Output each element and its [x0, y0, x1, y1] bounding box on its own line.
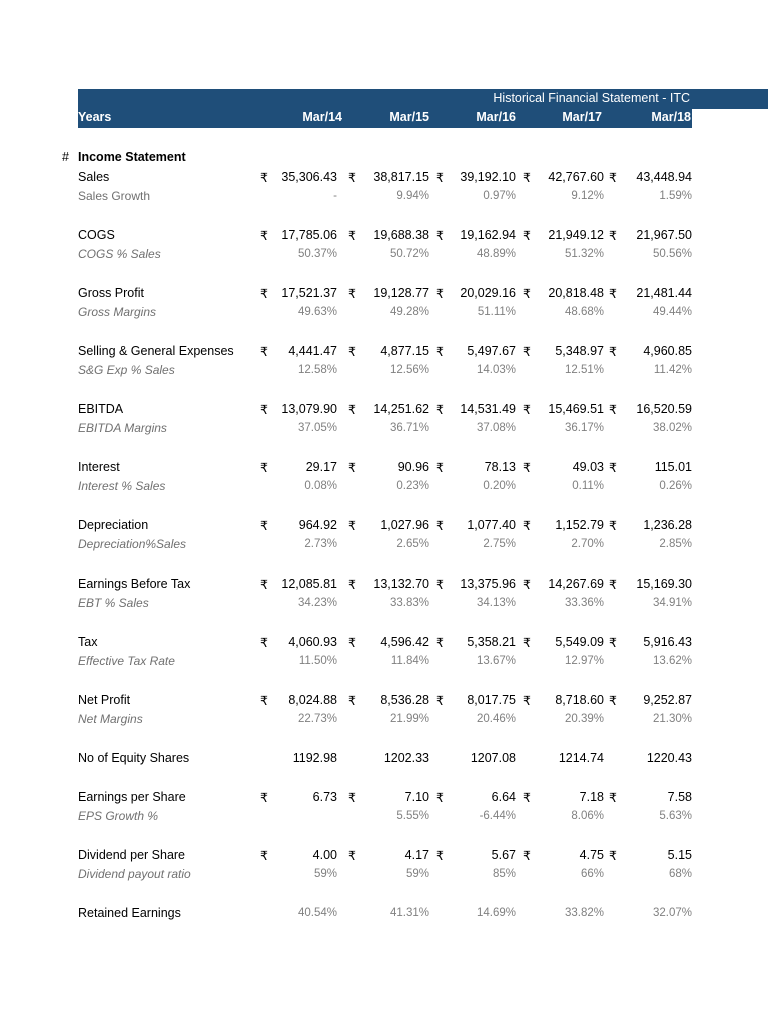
- currency-symbol: ₹: [348, 578, 356, 592]
- value-cell: 1220.43: [646, 751, 692, 765]
- value-cell: 1,077.40: [467, 518, 516, 532]
- ratio-cell: 59%: [313, 868, 337, 880]
- row-label: Dividend per Share: [78, 848, 186, 862]
- value-cell: 1,027.96: [380, 518, 429, 532]
- ratio-cell: 1.59%: [659, 190, 692, 202]
- period-header: Mar/17: [562, 110, 602, 124]
- row-label: Interest: [78, 460, 120, 474]
- value-cell: 5.15: [667, 848, 692, 862]
- value-cell: 5,916.43: [643, 635, 692, 649]
- currency-symbol: ₹: [609, 791, 617, 805]
- currency-symbol: ₹: [260, 287, 268, 301]
- value-cell: 15,169.30: [636, 577, 692, 591]
- ratio-label: Sales Growth: [78, 189, 151, 203]
- statement-title: Historical Financial Statement - ITC: [493, 91, 690, 105]
- ratio-cell: 2.65%: [396, 538, 429, 550]
- value-cell: 5,348.97: [555, 344, 604, 358]
- currency-symbol: ₹: [609, 403, 617, 417]
- currency-symbol: ₹: [609, 849, 617, 863]
- ratio-cell: 9.12%: [571, 190, 604, 202]
- currency-symbol: ₹: [609, 171, 617, 185]
- value-cell: 14,267.69: [548, 577, 604, 591]
- currency-symbol: ₹: [609, 229, 617, 243]
- value-cell: 14,251.62: [373, 402, 429, 416]
- currency-symbol: ₹: [260, 171, 268, 185]
- ratio-cell: 0.08%: [304, 480, 337, 492]
- ratio-cell: 14.69%: [476, 907, 516, 919]
- ratio-cell: 5.55%: [396, 810, 429, 822]
- ratio-cell: 12.51%: [564, 364, 604, 376]
- ratio-cell: 12.97%: [564, 655, 604, 667]
- ratio-label: EBT % Sales: [78, 596, 149, 610]
- value-cell: 1,236.28: [643, 518, 692, 532]
- value-cell: 115.01: [654, 460, 692, 474]
- value-cell: 14,531.49: [460, 402, 516, 416]
- currency-symbol: ₹: [523, 578, 531, 592]
- value-cell: 78.13: [484, 460, 516, 474]
- currency-symbol: ₹: [523, 849, 531, 863]
- ratio-cell: 38.02%: [652, 422, 692, 434]
- value-cell: 8,536.28: [380, 693, 429, 707]
- value-cell: 17,785.06: [281, 228, 337, 242]
- ratio-cell: 34.23%: [297, 597, 337, 609]
- value-cell: 38,817.15: [373, 170, 429, 184]
- currency-symbol: ₹: [609, 519, 617, 533]
- ratio-cell: 0.97%: [483, 190, 516, 202]
- ratio-cell: 5.63%: [659, 810, 692, 822]
- currency-symbol: ₹: [260, 461, 268, 475]
- value-cell: 20,818.48: [548, 286, 604, 300]
- ratio-label: EBITDA Margins: [78, 421, 167, 435]
- value-cell: 4,596.42: [380, 635, 429, 649]
- value-cell: 4,060.93: [288, 635, 337, 649]
- ratio-cell: 14.03%: [476, 364, 516, 376]
- ratio-cell: 0.20%: [483, 480, 516, 492]
- row-label: Retained Earnings: [78, 906, 181, 920]
- value-cell: 8,017.75: [467, 693, 516, 707]
- ratio-cell: 2.75%: [483, 538, 516, 550]
- currency-symbol: ₹: [260, 849, 268, 863]
- value-cell: 1,152.79: [555, 518, 604, 532]
- ratio-cell: 8.06%: [571, 810, 604, 822]
- ratio-cell: 33.83%: [389, 597, 429, 609]
- value-cell: 9,252.87: [643, 693, 692, 707]
- value-cell: 7.58: [667, 790, 692, 804]
- currency-symbol: ₹: [436, 345, 444, 359]
- ratio-cell: 9.94%: [396, 190, 429, 202]
- currency-symbol: ₹: [523, 791, 531, 805]
- value-cell: 15,469.51: [548, 402, 604, 416]
- row-label: No of Equity Shares: [78, 751, 190, 765]
- ratio-cell: 2.85%: [659, 538, 692, 550]
- currency-symbol: ₹: [436, 636, 444, 650]
- ratio-cell: 59%: [405, 868, 429, 880]
- value-cell: 6.73: [312, 790, 337, 804]
- row-label: Tax: [78, 635, 98, 649]
- ratio-cell: 2.70%: [571, 538, 604, 550]
- row-label: COGS: [78, 228, 115, 242]
- currency-symbol: ₹: [523, 694, 531, 708]
- ratio-cell: 36.71%: [389, 422, 429, 434]
- currency-symbol: ₹: [436, 461, 444, 475]
- ratio-cell: 85%: [492, 868, 516, 880]
- value-cell: 5.67: [491, 848, 516, 862]
- ratio-cell: 41.31%: [389, 907, 429, 919]
- value-cell: 49.03: [572, 460, 604, 474]
- currency-symbol: ₹: [348, 791, 356, 805]
- ratio-label: S&G Exp % Sales: [78, 363, 175, 377]
- ratio-cell: 13.67%: [476, 655, 516, 667]
- value-cell: 5,549.09: [555, 635, 604, 649]
- ratio-cell: 11.50%: [298, 655, 337, 667]
- currency-symbol: ₹: [348, 345, 356, 359]
- currency-symbol: ₹: [436, 229, 444, 243]
- section-marker: #: [62, 150, 69, 164]
- ratio-label: Depreciation%Sales: [78, 537, 187, 551]
- currency-symbol: ₹: [609, 694, 617, 708]
- ratio-cell: 50.56%: [652, 248, 692, 260]
- currency-symbol: ₹: [348, 229, 356, 243]
- ratio-cell: 21.30%: [652, 713, 692, 725]
- currency-symbol: ₹: [436, 287, 444, 301]
- ratio-cell: 32.07%: [652, 907, 692, 919]
- period-header: Mar/14: [302, 110, 342, 124]
- value-cell: 4.17: [404, 848, 429, 862]
- currency-symbol: ₹: [260, 578, 268, 592]
- ratio-cell: 20.39%: [564, 713, 604, 725]
- currency-symbol: ₹: [523, 461, 531, 475]
- ratio-cell: 37.08%: [476, 422, 516, 434]
- value-cell: 42,767.60: [548, 170, 604, 184]
- value-cell: 4,441.47: [288, 344, 337, 358]
- ratio-label: Net Margins: [78, 712, 143, 726]
- value-cell: 19,688.38: [373, 228, 429, 242]
- ratio-cell: 49.44%: [652, 306, 692, 318]
- value-cell: 35,306.43: [281, 170, 337, 184]
- currency-symbol: ₹: [523, 287, 531, 301]
- ratio-cell: 49.28%: [389, 306, 429, 318]
- currency-symbol: ₹: [609, 287, 617, 301]
- period-header: Mar/16: [476, 110, 516, 124]
- row-label: Selling & General Expenses: [78, 344, 234, 358]
- value-cell: 90.96: [397, 460, 429, 474]
- currency-symbol: ₹: [609, 578, 617, 592]
- value-cell: 21,481.44: [636, 286, 692, 300]
- ratio-cell: 48.68%: [564, 306, 604, 318]
- currency-symbol: ₹: [436, 849, 444, 863]
- row-label: EBITDA: [78, 402, 124, 416]
- years-header: Years: [78, 110, 112, 124]
- ratio-cell: 0.26%: [659, 480, 692, 492]
- value-cell: 4,960.85: [643, 344, 692, 358]
- currency-symbol: ₹: [523, 519, 531, 533]
- currency-symbol: ₹: [609, 461, 617, 475]
- value-cell: 4.00: [312, 848, 337, 862]
- row-label: Sales: [78, 170, 110, 184]
- section-title: Income Statement: [78, 150, 186, 164]
- value-cell: 4.75: [579, 848, 604, 862]
- ratio-cell: 36.17%: [564, 422, 604, 434]
- ratio-cell: 68%: [668, 868, 692, 880]
- ratio-cell: 48.89%: [476, 248, 516, 260]
- value-cell: 13,079.90: [281, 402, 337, 416]
- value-cell: 19,162.94: [460, 228, 516, 242]
- value-cell: 12,085.81: [281, 577, 337, 591]
- currency-symbol: ₹: [436, 519, 444, 533]
- value-cell: 21,949.12: [548, 228, 604, 242]
- period-header: Mar/18: [651, 110, 691, 124]
- ratio-cell: 37.05%: [297, 422, 337, 434]
- row-label: Net Profit: [78, 693, 131, 707]
- value-cell: 1207.08: [470, 751, 516, 765]
- currency-symbol: ₹: [523, 636, 531, 650]
- currency-symbol: ₹: [260, 791, 268, 805]
- currency-symbol: ₹: [523, 345, 531, 359]
- ratio-cell: 66%: [580, 868, 604, 880]
- value-cell: 1192.98: [292, 751, 337, 765]
- ratio-label: COGS % Sales: [78, 247, 161, 261]
- ratio-cell: 11.84%: [390, 655, 429, 667]
- value-cell: 19,128.77: [373, 286, 429, 300]
- currency-symbol: ₹: [609, 345, 617, 359]
- value-cell: 7.10: [404, 790, 429, 804]
- ratio-label: Dividend payout ratio: [78, 867, 191, 881]
- value-cell: 29.17: [305, 460, 337, 474]
- ratio-label: EPS Growth %: [78, 809, 159, 823]
- value-cell: 13,375.96: [460, 577, 516, 591]
- currency-symbol: ₹: [348, 849, 356, 863]
- ratio-cell: 12.56%: [389, 364, 429, 376]
- ratio-label: Gross Margins: [78, 305, 157, 319]
- currency-symbol: ₹: [436, 578, 444, 592]
- currency-symbol: ₹: [436, 694, 444, 708]
- row-label: Earnings Before Tax: [78, 577, 191, 591]
- value-cell: 6.64: [491, 790, 516, 804]
- value-cell: 21,967.50: [636, 228, 692, 242]
- ratio-cell: 13.62%: [652, 655, 692, 667]
- value-cell: 5,358.21: [467, 635, 516, 649]
- value-cell: 16,520.59: [636, 402, 692, 416]
- ratio-cell: 50.37%: [297, 248, 337, 260]
- currency-symbol: ₹: [436, 171, 444, 185]
- currency-symbol: ₹: [523, 229, 531, 243]
- value-cell: 1214.74: [558, 751, 604, 765]
- currency-symbol: ₹: [348, 694, 356, 708]
- row-label: Earnings per Share: [78, 790, 186, 804]
- ratio-cell: 0.23%: [396, 480, 429, 492]
- ratio-cell: 40.54%: [297, 907, 337, 919]
- ratio-cell: 51.32%: [564, 248, 604, 260]
- ratio-cell: 34.91%: [652, 597, 692, 609]
- currency-symbol: ₹: [523, 403, 531, 417]
- currency-symbol: ₹: [348, 403, 356, 417]
- ratio-cell: 33.82%: [564, 907, 604, 919]
- value-cell: 13,132.70: [373, 577, 429, 591]
- currency-symbol: ₹: [436, 791, 444, 805]
- value-cell: 5,497.67: [467, 344, 516, 358]
- ratio-cell: -6.44%: [479, 810, 516, 822]
- value-cell: 8,024.88: [288, 693, 337, 707]
- value-cell: 7.18: [579, 790, 604, 804]
- ratio-cell: 21.99%: [389, 713, 429, 725]
- ratio-cell: 0.11%: [572, 480, 604, 492]
- ratio-cell: 49.63%: [297, 306, 337, 318]
- currency-symbol: ₹: [260, 694, 268, 708]
- value-cell: 20,029.16: [460, 286, 516, 300]
- currency-symbol: ₹: [436, 403, 444, 417]
- currency-symbol: ₹: [348, 461, 356, 475]
- ratio-cell: 2.73%: [304, 538, 337, 550]
- currency-symbol: ₹: [348, 287, 356, 301]
- ratio-cell: 50.72%: [389, 248, 429, 260]
- currency-symbol: ₹: [260, 519, 268, 533]
- currency-symbol: ₹: [260, 636, 268, 650]
- currency-symbol: ₹: [348, 519, 356, 533]
- ratio-cell: 33.36%: [564, 597, 604, 609]
- ratio-cell: 12.58%: [297, 364, 337, 376]
- period-header: Mar/15: [389, 110, 429, 124]
- value-cell: 43,448.94: [636, 170, 692, 184]
- value-cell: 39,192.10: [460, 170, 516, 184]
- currency-symbol: ₹: [260, 403, 268, 417]
- currency-symbol: ₹: [260, 229, 268, 243]
- currency-symbol: ₹: [348, 171, 356, 185]
- header-band-extension: [692, 89, 768, 109]
- ratio-cell: 34.13%: [476, 597, 516, 609]
- row-label: Gross Profit: [78, 286, 144, 300]
- currency-symbol: ₹: [348, 636, 356, 650]
- ratio-cell: 20.46%: [476, 713, 516, 725]
- currency-symbol: ₹: [260, 345, 268, 359]
- currency-symbol: ₹: [609, 636, 617, 650]
- ratio-cell: 11.42%: [653, 364, 692, 376]
- value-cell: 1202.33: [383, 751, 429, 765]
- currency-symbol: ₹: [523, 171, 531, 185]
- ratio-label: Interest % Sales: [78, 479, 166, 493]
- ratio-cell: 51.11%: [477, 306, 516, 318]
- value-cell: 964.92: [298, 518, 337, 532]
- ratio-cell: 22.73%: [297, 713, 337, 725]
- row-label: Depreciation: [78, 518, 149, 532]
- value-cell: 8,718.60: [555, 693, 604, 707]
- value-cell: 17,521.37: [281, 286, 337, 300]
- ratio-cell: -: [333, 190, 337, 202]
- value-cell: 4,877.15: [380, 344, 429, 358]
- ratio-label: Effective Tax Rate: [78, 654, 175, 668]
